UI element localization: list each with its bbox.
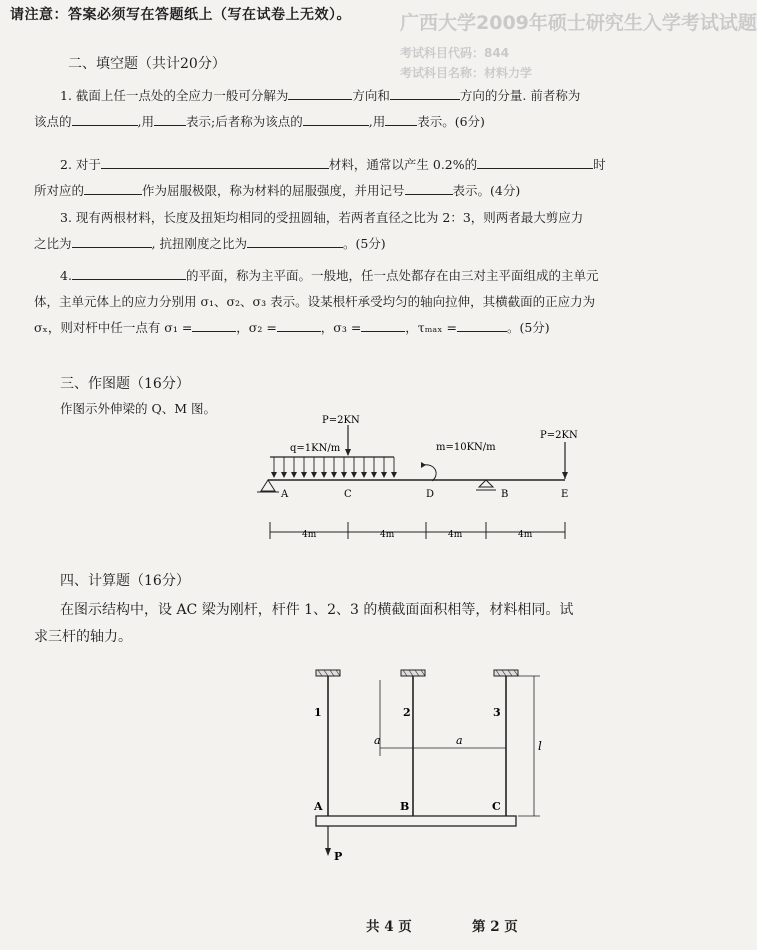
sec4-text-1: 在图示结构中，设 AC 梁为刚杆，杆件 1、2、3 的横截面面积相等，材料相同。试 [60,602,574,618]
q2-text-b: 材料，通常以产生 0.2%的 [328,157,478,172]
q2-text-f: 表示。(4分) [452,183,521,198]
q4-text-f: ，σ₃ = [320,320,362,335]
label-m: m=10KN/m [436,442,496,453]
section-3-title: 三、作图题（16分） [60,376,190,392]
q3-text-c: , 抗扭刚度之比为 [151,236,247,251]
label-rod-1: 1 [314,706,322,719]
footer-total-pages: 共 4 页 [366,919,412,935]
q4-text-b: 的平面，称为主平面。一般地，任一点处都存在由三对主平面组成的主单元 [185,268,599,283]
q4-text-c: 体，主单元体上的应力分别用 σ₁、σ₂、σ₃ 表示。设某根杆承受均匀的轴向拉伸，其横截面的正应力为 [34,294,596,309]
dim-db: 4m [448,530,463,540]
dim-cd: 4m [380,530,395,540]
section-4-text [34,597,620,651]
label-p: P [334,850,343,863]
point-b: B [400,800,410,813]
q4-text-e: ，σ₂ = [236,320,277,335]
label-p2: P=2KN [540,430,578,441]
q2-text-c: 时 [593,157,606,172]
q1-text-b: 方向和 [352,88,390,103]
label-rod-3: 3 [493,706,501,719]
q3-text-a: 3. 现有两根材料，长度及扭矩均相同的受扭圆轴，若两者直径之比为 2：3，则两者最大剪应力 [60,210,584,225]
roller-support-b [479,480,493,487]
point-a: A [314,800,323,813]
question-1 [34,83,620,135]
q4-text-h: 。(5分) [506,320,550,335]
point-e: E [561,489,569,500]
point-c: C [344,489,352,500]
dim-ac: 4m [302,530,317,540]
point-c: C [492,800,501,813]
point-a: A [281,489,289,500]
q2-text-a: 2. 对于 [60,157,101,172]
q3-text-b: 之比为 [34,236,72,251]
answer-notice: 请注意：答案必须写在答题纸上（写在试卷上无效）。 [10,7,351,23]
point-b: B [501,489,509,500]
label-rod-2: 2 [403,706,411,719]
label-a-1: a [374,734,381,747]
q1-text-g: ,用 [368,114,386,129]
question-2 [34,152,620,204]
section-4-title: 四、计算题（16分） [60,573,190,589]
label-q: q=1KN/m [290,443,341,454]
footer-page-number: 第 2 页 [472,919,518,935]
sec4-text-2: 求三杆的轴力。 [34,629,132,645]
section-3-description: 作图示外伸梁的 Q、M 图。 [60,401,216,416]
point-d: D [426,489,435,500]
q4-text-d: σₓ，则对杆中任一点有 σ₁ = [34,320,193,335]
bleed-through-header: 广西大学2009年硕士研究生入学考试试题 [400,12,757,34]
q2-text-d: 所对应的 [34,183,85,198]
q1-text-h: 表示。(6分) [417,114,485,129]
label-l: l [538,739,542,753]
question-4 [34,263,620,341]
q4-text-g: ，τₘₐₓ = [405,320,457,335]
label-a-2: a [456,734,463,747]
beam-diagram [240,405,600,555]
rigid-beam-ac [316,816,516,826]
q4-text-a: 4. [60,268,72,283]
q3-text-d: 。(5分) [342,236,386,251]
q1-text-c: 方向的分量. 前者称为 [459,88,581,103]
q1-text-e: ,用 [137,114,154,129]
truss-diagram [300,668,570,868]
dim-be: 4m [518,530,533,540]
pin-support-a [261,480,275,491]
q1-text-a: 1. 截面上任一点处的全应力一般可分解为 [60,88,289,103]
label-p1: P=2KN [322,415,360,426]
q1-text-d: 该点的 [34,114,72,129]
q2-text-e: 作为屈服极限，称为材料的屈服强度，并用记号 [142,183,405,198]
question-3 [34,205,620,257]
moment-arrow [423,465,436,481]
q1-text-f: 表示;后者称为该点的 [186,114,303,129]
section-2-title: 二、填空题（共计20分） [68,56,226,72]
bleed-through-line-2: 考试科目名称：材料力学 [400,66,533,80]
bleed-through-line-1: 考试科目代码：844 [400,46,510,60]
